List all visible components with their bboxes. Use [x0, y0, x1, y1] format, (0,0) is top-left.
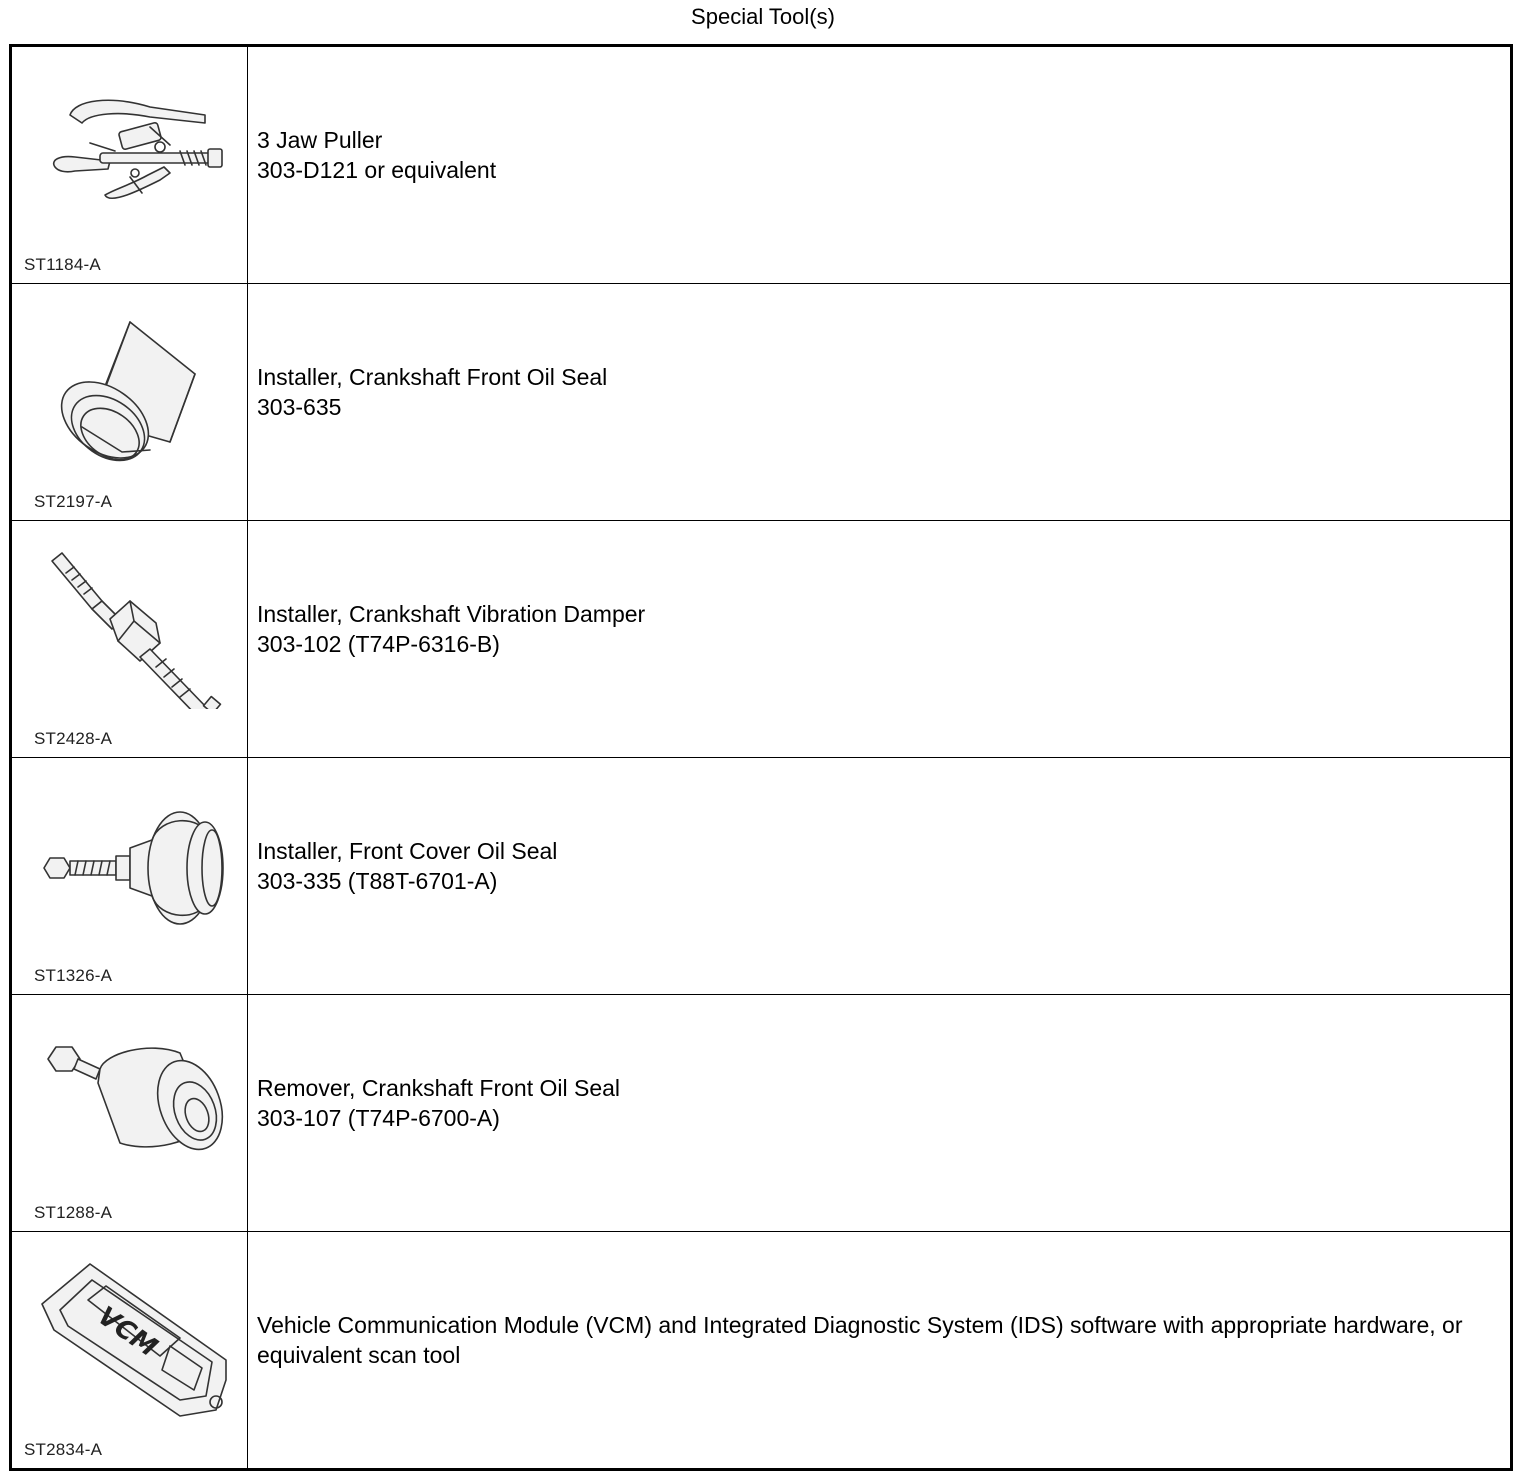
- tool-part-number: 303-D121 or equivalent: [257, 157, 497, 183]
- tool-name: Vehicle Communication Module (VCM) and Integrated Diagnostic System (IDS) software with appropriate hardware, or equivalent scan tool: [257, 1312, 1469, 1368]
- table-row: [12, 284, 1510, 521]
- tool-description-cell: [248, 758, 1510, 994]
- tool-code: ST1184-A: [24, 255, 101, 274]
- three-jaw-puller-icon: [30, 65, 230, 235]
- tool-code: ST1326-A: [34, 966, 113, 985]
- oil-seal-remover-icon: [30, 1013, 230, 1183]
- tool-code: ST2428-A: [34, 729, 113, 748]
- tool-description-cell: [248, 47, 1510, 283]
- tool-name: Installer, Front Cover Oil Seal: [257, 838, 558, 864]
- vcm-scan-tool-icon: [30, 1250, 230, 1420]
- table-row: [12, 758, 1510, 995]
- tool-name: Installer, Crankshaft Vibration Damper: [257, 601, 646, 627]
- tool-description-cell: [248, 521, 1510, 757]
- tool-code: ST2197-A: [34, 492, 113, 511]
- tool-name: Installer, Crankshaft Front Oil Seal: [257, 364, 608, 390]
- tool-description-cell: [248, 995, 1510, 1231]
- special-tools-table: [9, 44, 1513, 1471]
- tool-code: ST1288-A: [34, 1203, 113, 1222]
- tool-illustration-cell: [12, 995, 248, 1231]
- tool-illustration-cell: [12, 521, 248, 757]
- tool-part-number: 303-635: [257, 394, 342, 420]
- tool-name: 3 Jaw Puller: [257, 127, 383, 153]
- table-row: [12, 1232, 1510, 1468]
- tool-description-cell: [248, 284, 1510, 520]
- vcm-label: VCM: [91, 1301, 163, 1364]
- tool-part-number: 303-107 (T74P-6700-A): [257, 1105, 500, 1131]
- table-row: [12, 47, 1510, 284]
- crankshaft-front-oil-seal-installer-icon: [30, 302, 230, 472]
- table-row: [12, 995, 1510, 1232]
- tool-illustration-cell: [12, 47, 248, 283]
- tool-code: ST2834-A: [24, 1440, 103, 1459]
- vibration-damper-installer-icon: [30, 539, 230, 709]
- front-cover-oil-seal-installer-icon: [30, 776, 230, 946]
- tool-name: Remover, Crankshaft Front Oil Seal: [257, 1075, 621, 1101]
- tool-part-number: 303-102 (T74P-6316-B): [257, 631, 500, 657]
- page-title: Special Tool(s): [691, 4, 835, 29]
- tool-illustration-cell: [12, 284, 248, 520]
- tool-illustration-cell: [12, 758, 248, 994]
- tool-description-cell: [248, 1232, 1510, 1468]
- tool-illustration-cell: [12, 1232, 248, 1468]
- tool-part-number: 303-335 (T88T-6701-A): [257, 868, 498, 894]
- table-row: [12, 521, 1510, 758]
